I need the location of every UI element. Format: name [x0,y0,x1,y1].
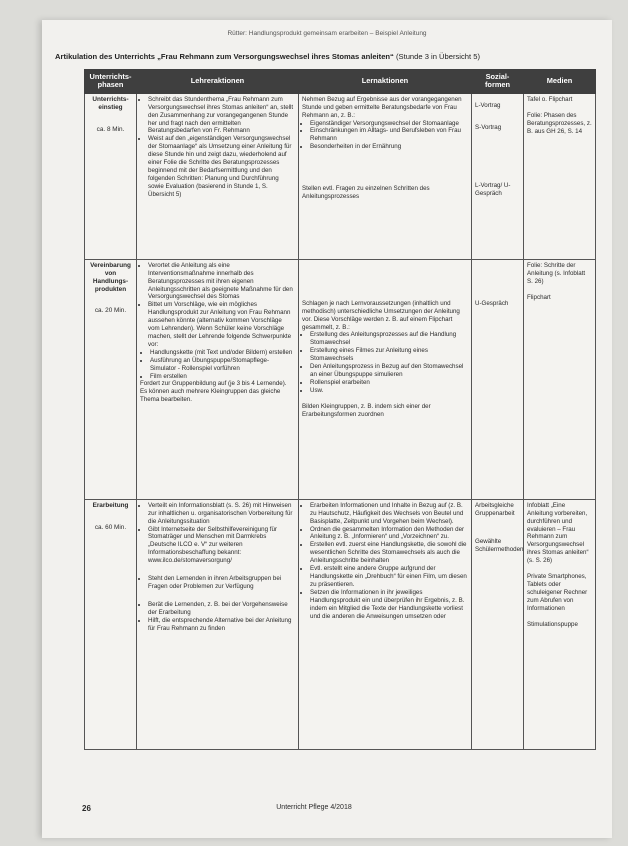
learner-cell [299,259,472,499]
table-row [85,499,596,749]
social-cell [472,259,524,499]
teacher-cell [137,499,299,749]
learner-action: • Usw. [310,387,468,395]
phase-name: Vereinbarung von Handlungs-produkten [90,261,131,293]
phase-time: ca. 20 Min. [94,307,127,315]
teacher-after: Fordert zur Gruppenbildung auf (je 3 bis 4 Lernende). Es können auch mehrere Kleingruppen das gleiche Thema bearbeiten. [140,380,287,404]
learner-action: • Evtl. erstellt eine andere Gruppe aufgrund der Handlungskette ein „Drehbuch“ für einen Film, um diesen zu präsentieren. [310,565,468,589]
social-cell [472,499,524,749]
learner-action: • Einschränkungen im Alltags- und Berufsleben von Frau Rehmann [310,127,468,143]
column-header-learner: Lernaktionen [299,70,472,94]
phase-time: ca. 60 Min. [94,523,127,531]
social-form: Gewählte Schülermethoden [475,537,524,553]
media-cell [524,499,596,749]
learner-action: • Erstellen evtl. zuerst eine Handlungskette, die sowohl die wesentlichen Schritte des Stomawechsels als auch die Anleitungsschritte beinhalten [310,541,468,565]
learner-action: • Rollenspiel erarbeiten [310,379,468,387]
media-item: Folie: Schritte der Anleitung (s. Infoblatt S. 26) [527,261,586,285]
social-form: L-Vortrag/ U-Gespräch [475,181,511,197]
running-head: Rütter: Handlungsprodukt gemeinsam erarbeiten – Beispiel Anleitung [227,30,427,37]
media-item: Flipchart [527,293,551,301]
teacher-action: • Berät die Lernenden, z. B. bei der Vorgehensweise der Erarbeitung [148,601,295,617]
column-header-teacher: Lehreraktionen [137,70,299,94]
media-cell [524,93,596,259]
phase-cell [85,259,137,499]
phase-cell [85,499,137,749]
teacher-action: • Verortet die Anleitung als eine Interventionsmaßnahme innerhalb des Beratungsprozesses mit ihren eigenen Anleitungsschritten als geeignete Maßnahme für den Versorgungswechsel des Stomas [148,262,295,302]
learner-cell [299,499,472,749]
teacher-action: • Bittet um Vorschläge, wie ein mögliches Handlungsprodukt zur Anleitung von Frau Rehmann aussehen könnte (alternativ kommen Vorschläge vom Lehrenden). Wenn Schüler keine Vorschläge machen, stellt der Lehrende folgende Schwerpunkte vor: [148,301,295,348]
teacher-cell [137,259,299,499]
teacher-suggestion: • Handlungskette (mit Text und/oder Bildern) erstellen [150,349,295,357]
table-row [85,259,596,499]
social-form: U-Gespräch [475,299,509,307]
teacher-suggestion: • Ausführung an Übungspuppe/Stomapflege-Simulator - Rollenspiel vorführen [150,357,295,373]
media-item: Tafel o. Flipchart [527,95,573,103]
column-header-media: Medien [524,70,596,94]
phase-name: Unterrichts-einstieg [92,95,129,111]
lesson-table [84,69,596,750]
phase-name: Erarbeitung [92,501,129,509]
learner-action: • Setzen die Informationen in ihr jeweiliges Handlungsprodukt ein und überprüfen ihr Ergebnis, z. B. indem ein Mitglied die Texte der Handlungskette vorliest und die anderen die Anweisungen umsetzen oder [310,589,468,621]
journal-footer: Unterricht Pflege 4/2018 [276,804,352,811]
teacher-action: • Steht den Lernenden in ihren Arbeitsgruppen bei Fragen oder Problemen zur Verfügung [148,575,295,591]
learner-action: • Den Anleitungsprozess in Bezug auf den Stomawechsel an einer Übungspuppe simulieren [310,363,468,379]
teacher-suggestion: • Film erstellen [150,373,295,381]
learner-action: • Erarbeiten Informationen und Inhalte in Bezug auf (z. B. zu Hautschutz, Häufigkeit des Wechsels von Beutel und Basisplatte, Zeitpunkt und Vorgehen beim Wechsel). [310,502,468,526]
table-header-row [85,70,596,94]
learner-action: • Ordnen die gesammelten Information den Methoden der Anleitung z. B. „Informieren“ und „Vorzeichnen“ zu. [310,526,468,542]
learner-action: • Erstellung eines Filmes zur Anleitung eines Stomawechsels [310,347,468,363]
learner-action: • Eigenständiger Versorgungswechsel der Stomaanlage [310,120,468,128]
table-row [85,93,596,259]
learner-after: Bilden Kleingruppen, z. B. indem sich einer der Erarbeitungsformen zuordnen [302,402,431,418]
column-header-phase: Unterrichts-phasen [85,70,137,94]
social-form: Arbeitsgleiche Gruppenarbeit [475,501,515,517]
teacher-action: • Verteilt ein Informationsblatt (s. S. 26) mit Hinweisen zur inhaltlichen u. organisatorischen Vorbereitung für die Anleitungssituation [148,502,295,526]
media-item: Folie: Phasen des Beratungsprozesses, z. B. aus GH 26, S. 14 [527,111,592,135]
media-item: Infoblatt „Eine Anleitung vorbereiten, durchführen und evaluieren – Frau Rehmann zum Versorgungswechsel ihres Stomas anleiten“ (s. S. 26) [527,501,589,565]
media-item: Private Smartphones, Tablets oder schuleigener Rechner zum Abrufen von Informationen [527,573,588,612]
teacher-cell [137,93,299,259]
learner-intro: Schlagen je nach Lernvoraussetzungen (inhaltlich und methodisch) unterschiedliche Umsetzungen der Anleitung vor. Diese Vorschläge werden z. B. auf einem Flipchart gesammelt, z. B.: [302,299,460,331]
media-item: Stimulationspuppe [527,620,578,628]
teacher-action: • Weist auf den „eigenständigen Versorgungswechsel der Stomaanlage“ als Umsetzung einer Anleitung für diese Stunde hin und zeigt dazu, wiederholend auf einer Folie die Schritte des Beratungsprozesses beginnend mit der Bedarfsermittlung und den folgenden Schritten: Planung und Durchführung sowie Evaluation (basierend in Stunde 1, S. Übersicht 5) [148,135,295,198]
social-cell [472,93,524,259]
articulation-subtitle: (Stunde 3 in Übersicht 5) [395,52,480,61]
teacher-action: • Gibt Internetseite der Selbsthilfevereinigung für Stomaträger und Menschen mit Darmkrebs „Deutsche ILCO e. V“ zur weiteren Informationsbeschaffung bekannt: www.ilco.de/stomaversorgung/ [148,526,295,566]
articulation-title: Artikulation des Unterrichts „Frau Rehmann zum Versorgungswechsel ihres Stomas anleiten“ [55,52,394,61]
articulation-heading [55,52,575,61]
learner-after: Stellen evtl. Fragen zu einzelnen Schritten des Anleitungsprozesses [302,185,430,201]
social-form: S-Vortrag [475,123,502,131]
teacher-action: • Schreibt das Stundenthema „Frau Rehmann zum Versorgungswechsel ihres Stomas anleiten“ an, stellt den Zusammenhang zur vorangegangenen Stunde her und fragt nach den ermittelten Beratungsbedarfen von Fr. Rehmann [148,96,295,136]
phase-time: ca. 8 Min. [96,125,125,133]
learner-intro: Nehmen Bezug auf Ergebnisse aus der vorangegangenen Stunde und geben ermittelte Beratungsbedarfe von Frau Rehmann an, z. B.: [302,95,462,119]
column-header-social: Sozial-formen [472,70,524,94]
learner-action: • Besonderheiten in der Ernährung [310,143,468,151]
learner-cell [299,93,472,259]
page-number: 26 [82,804,91,813]
teacher-action: • Hilft, die entsprechende Alternative bei der Anleitung für Frau Rehmann zu finden [148,617,295,633]
phase-cell [85,93,137,259]
social-form: L-Vortrag [475,101,501,109]
learner-action: • Erstellung des Anleitungsprozesses auf die Handlung Stomawechsel [310,331,468,347]
media-cell [524,259,596,499]
